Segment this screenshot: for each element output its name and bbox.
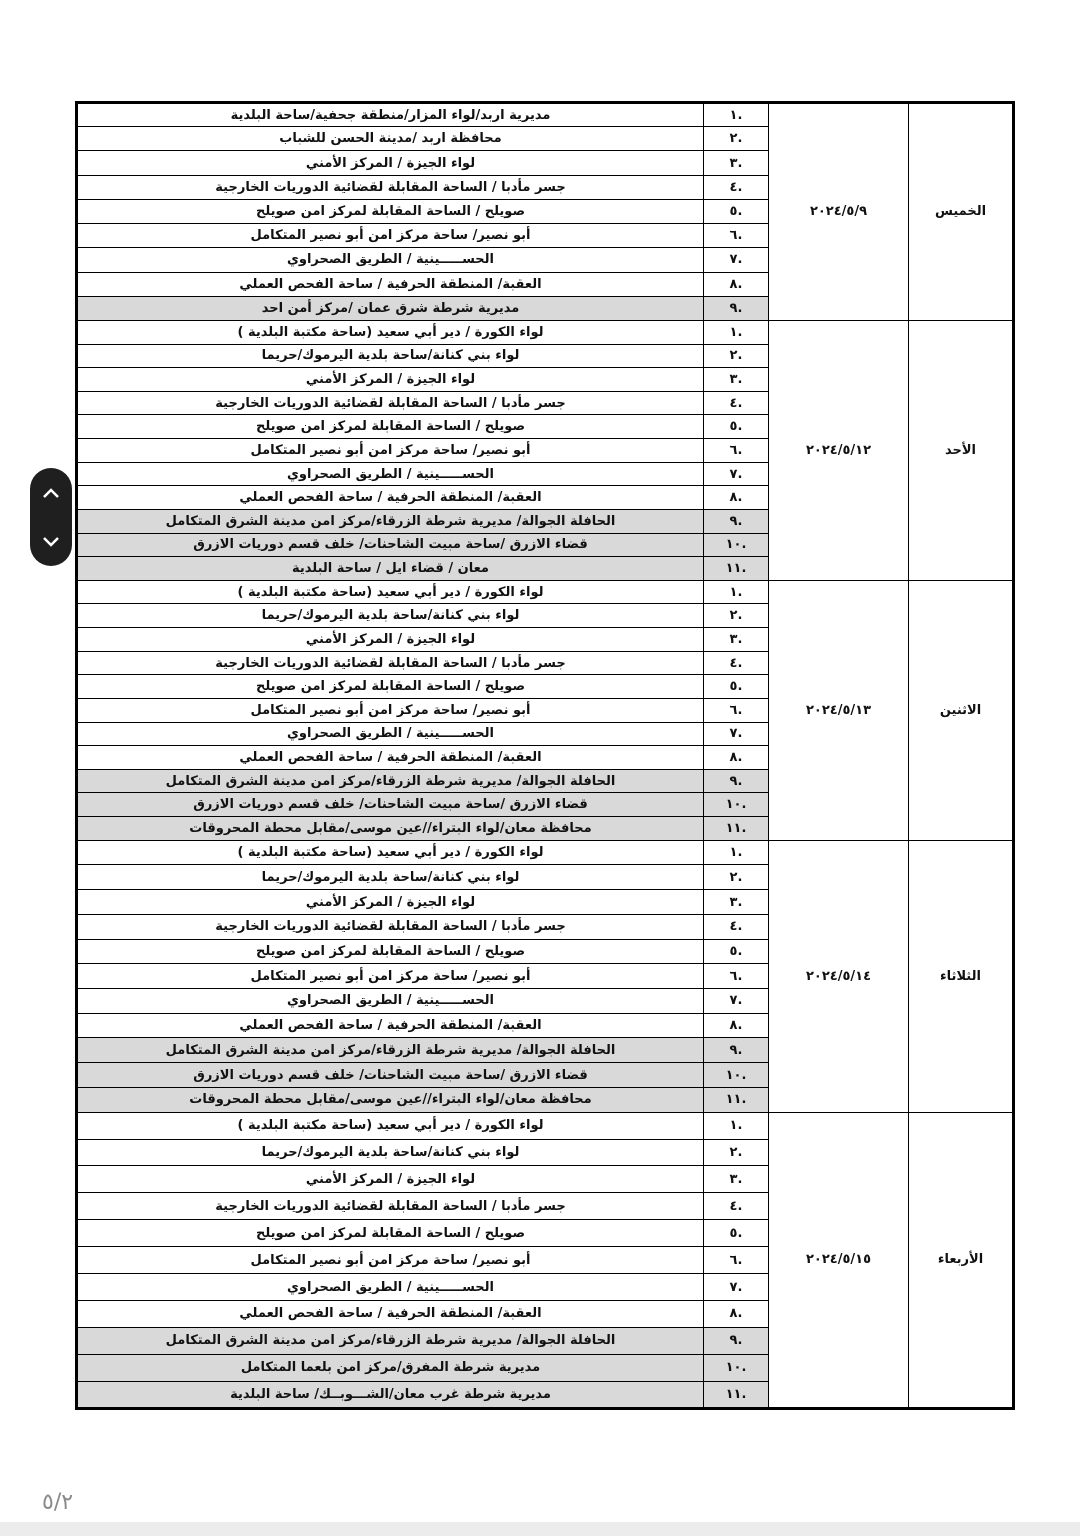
row-number: .٥ — [704, 415, 769, 439]
location-cell: صويلح / الساحة المقابلة لمركز امن صويلح — [77, 675, 704, 699]
schedule-body — [77, 103, 1014, 1409]
location-cell: العقبة/ المنطقة الحرفية / ساحة الفحص العملي — [77, 1013, 704, 1038]
location-cell: قضاء الازرق /ساحة مبيت الشاحنات/ خلف قسم دوريات الازرق — [77, 793, 704, 817]
row-number: .٩ — [704, 1327, 769, 1354]
row-number: .٦ — [704, 224, 769, 248]
row-number: .٩ — [704, 769, 769, 793]
location-cell: الحســـــينية / الطريق الصحراوي — [77, 1274, 704, 1301]
date-cell: ٢٠٢٤/٥/٩ — [769, 103, 909, 321]
location-cell: أبو نصير/ ساحة مركز امن أبو نصير المتكامل — [77, 698, 704, 722]
location-cell: مديرية اربد/لواء المزار/منطقة جحفية/ساحة البلدية — [77, 103, 704, 127]
location-cell: لواء الجيزة / المركز الأمني — [77, 1166, 704, 1193]
location-cell: الحافلة الجوالة/ مديرية شرطة الزرقاء/مركز امن مدينة الشرق المتكامل — [77, 1038, 704, 1063]
location-cell: العقبة/ المنطقة الحرفية / ساحة الفحص العملي — [77, 1300, 704, 1327]
row-number: .٧ — [704, 989, 769, 1014]
location-cell: الحســـــينية / الطريق الصحراوي — [77, 248, 704, 272]
location-cell: العقبة/ المنطقة الحرفية / ساحة الفحص العملي — [77, 272, 704, 296]
location-cell: جسر مأدبا / الساحة المقابلة لقضائية الدوريات الخارجية — [77, 914, 704, 939]
row-number: .٦ — [704, 1247, 769, 1274]
date-cell: ٢٠٢٤/٥/١٤ — [769, 840, 909, 1112]
row-number: .١٠ — [704, 1063, 769, 1088]
location-cell: لواء الجيزة / المركز الأمني — [77, 151, 704, 175]
day-cell: الاثنين — [909, 580, 1014, 840]
row-number: .١١ — [704, 1087, 769, 1112]
date-cell: ٢٠٢٤/٥/١٥ — [769, 1112, 909, 1408]
table-row — [77, 840, 1014, 865]
row-number: .٨ — [704, 272, 769, 296]
table-row — [77, 320, 1014, 344]
row-number: .٧ — [704, 462, 769, 486]
row-number: .١٠ — [704, 793, 769, 817]
location-cell: قضاء الازرق /ساحة مبيت الشاحنات/ خلف قسم دوريات الازرق — [77, 1063, 704, 1088]
location-cell: الحافلة الجوالة/ مديرية شرطة الزرقاء/مركز امن مدينة الشرق المتكامل — [77, 509, 704, 533]
location-cell: لواء الجيزة / المركز الأمني — [77, 628, 704, 652]
row-number: .٤ — [704, 175, 769, 199]
location-cell: أبو نصير/ ساحة مركز امن أبو نصير المتكامل — [77, 964, 704, 989]
location-cell: صويلح / الساحة المقابلة لمركز امن صويلح — [77, 199, 704, 223]
location-cell: جسر مأدبا / الساحة المقابلة لقضائية الدوريات الخارجية — [77, 1193, 704, 1220]
row-number: .٦ — [704, 439, 769, 463]
bottom-bar — [0, 1522, 1080, 1536]
location-cell: صويلح / الساحة المقابلة لمركز امن صويلح — [77, 939, 704, 964]
row-number: .٩ — [704, 296, 769, 320]
location-cell: قضاء الازرق /ساحة مبيت الشاحنات/ خلف قسم دوريات الازرق — [77, 533, 704, 557]
location-cell: جسر مأدبا / الساحة المقابلة لقضائية الدوريات الخارجية — [77, 391, 704, 415]
row-number: .٢ — [704, 604, 769, 628]
location-cell: العقبة/ المنطقة الحرفية / ساحة الفحص العملي — [77, 746, 704, 770]
location-cell: محافظة معان/لواء البتراء//عين موسى/مقابل محطة المحروقات — [77, 1087, 704, 1112]
location-cell: لواء الكورة / دير أبي سعيد (ساحة مكتبة البلدية ) — [77, 1112, 704, 1139]
location-cell: جسر مأدبا / الساحة المقابلة لقضائية الدوريات الخارجية — [77, 175, 704, 199]
row-number: .٩ — [704, 1038, 769, 1063]
row-number: .٤ — [704, 914, 769, 939]
row-number: .١١ — [704, 557, 769, 581]
row-number: .٢ — [704, 344, 769, 368]
row-number: .٧ — [704, 1274, 769, 1301]
date-cell: ٢٠٢٤/٥/١٢ — [769, 320, 909, 580]
location-cell: لواء الكورة / دير أبي سعيد (ساحة مكتبة البلدية ) — [77, 840, 704, 865]
row-number: .٦ — [704, 964, 769, 989]
location-cell: الحســـــينية / الطريق الصحراوي — [77, 989, 704, 1014]
location-cell: جسر مأدبا / الساحة المقابلة لقضائية الدوريات الخارجية — [77, 651, 704, 675]
page-navigation — [30, 468, 72, 566]
row-number: .٣ — [704, 151, 769, 175]
row-number: .٥ — [704, 199, 769, 223]
page-number: ٥/٢ — [42, 1490, 74, 1515]
location-cell: لواء بني كنانة/ساحة بلدية اليرموك/حريما — [77, 865, 704, 890]
row-number: .١١ — [704, 817, 769, 841]
location-cell: لواء الكورة / دير أبي سعيد (ساحة مكتبة البلدية ) — [77, 580, 704, 604]
row-number: .١ — [704, 320, 769, 344]
location-cell: لواء الكورة / دير أبي سعيد (ساحة مكتبة البلدية ) — [77, 320, 704, 344]
location-cell: صويلح / الساحة المقابلة لمركز امن صويلح — [77, 415, 704, 439]
row-number: .٤ — [704, 1193, 769, 1220]
day-cell: الأحد — [909, 320, 1014, 580]
location-cell: لواء بني كنانة/ساحة بلدية اليرموك/حريما — [77, 344, 704, 368]
row-number: .٣ — [704, 890, 769, 915]
table-row — [77, 580, 1014, 604]
location-cell: أبو نصير/ ساحة مركز امن أبو نصير المتكامل — [77, 439, 704, 463]
table-row — [77, 1112, 1014, 1139]
location-cell: لواء بني كنانة/ساحة بلدية اليرموك/حريما — [77, 1139, 704, 1166]
row-number: .١ — [704, 840, 769, 865]
location-cell: الحســـــينية / الطريق الصحراوي — [77, 722, 704, 746]
location-cell: لواء الجيزة / المركز الأمني — [77, 368, 704, 392]
location-cell: أبو نصير/ ساحة مركز امن أبو نصير المتكامل — [77, 224, 704, 248]
row-number: .٥ — [704, 939, 769, 964]
row-number: .١ — [704, 580, 769, 604]
schedule-table — [75, 101, 1015, 1410]
location-cell: لواء بني كنانة/ساحة بلدية اليرموك/حريما — [77, 604, 704, 628]
day-cell: الثلاثاء — [909, 840, 1014, 1112]
row-number: .٣ — [704, 1166, 769, 1193]
location-cell: مديرية شرطة المفرق/مركز امن بلعما المتكامل — [77, 1354, 704, 1381]
row-number: .٣ — [704, 368, 769, 392]
row-number: .٤ — [704, 651, 769, 675]
date-cell: ٢٠٢٤/٥/١٣ — [769, 580, 909, 840]
location-cell: مديرية شرطة غرب معان/الشـــوبــك/ ساحة البلدية — [77, 1381, 704, 1408]
row-number: .٨ — [704, 1300, 769, 1327]
row-number: .٨ — [704, 1013, 769, 1038]
row-number: .٢ — [704, 127, 769, 151]
row-number: .٧ — [704, 722, 769, 746]
chevron-up-icon[interactable] — [36, 478, 66, 508]
location-cell: العقبة/ المنطقة الحرفية / ساحة الفحص العملي — [77, 486, 704, 510]
row-number: .١ — [704, 1112, 769, 1139]
day-cell: الأربعاء — [909, 1112, 1014, 1408]
location-cell: معان / قضاء ايل / ساحة البلدية — [77, 557, 704, 581]
chevron-down-icon[interactable] — [36, 527, 66, 557]
location-cell: محافظة اربد /مدينة الحسن للشباب — [77, 127, 704, 151]
location-cell: الحســـــينية / الطريق الصحراوي — [77, 462, 704, 486]
location-cell: صويلح / الساحة المقابلة لمركز امن صويلح — [77, 1220, 704, 1247]
row-number: .٦ — [704, 698, 769, 722]
location-cell: الحافلة الجوالة/ مديرية شرطة الزرقاء/مركز امن مدينة الشرق المتكامل — [77, 769, 704, 793]
row-number: .٥ — [704, 1220, 769, 1247]
row-number: .٢ — [704, 865, 769, 890]
row-number: .٢ — [704, 1139, 769, 1166]
row-number: .٨ — [704, 746, 769, 770]
location-cell: أبو نصير/ ساحة مركز امن أبو نصير المتكامل — [77, 1247, 704, 1274]
row-number: .١١ — [704, 1381, 769, 1408]
row-number: .١ — [704, 103, 769, 127]
location-cell: الحافلة الجوالة/ مديرية شرطة الزرقاء/مركز امن مدينة الشرق المتكامل — [77, 1327, 704, 1354]
row-number: .١٠ — [704, 533, 769, 557]
location-cell: مديرية شرطة شرق عمان /مركز أمن احد — [77, 296, 704, 320]
table-row — [77, 103, 1014, 127]
row-number: .١٠ — [704, 1354, 769, 1381]
row-number: .٧ — [704, 248, 769, 272]
location-cell: لواء الجيزة / المركز الأمني — [77, 890, 704, 915]
row-number: .٨ — [704, 486, 769, 510]
row-number: .٣ — [704, 628, 769, 652]
day-cell: الخميس — [909, 103, 1014, 321]
location-cell: محافظة معان/لواء البتراء//عين موسى/مقابل محطة المحروقات — [77, 817, 704, 841]
row-number: .٥ — [704, 675, 769, 699]
row-number: .٤ — [704, 391, 769, 415]
row-number: .٩ — [704, 509, 769, 533]
